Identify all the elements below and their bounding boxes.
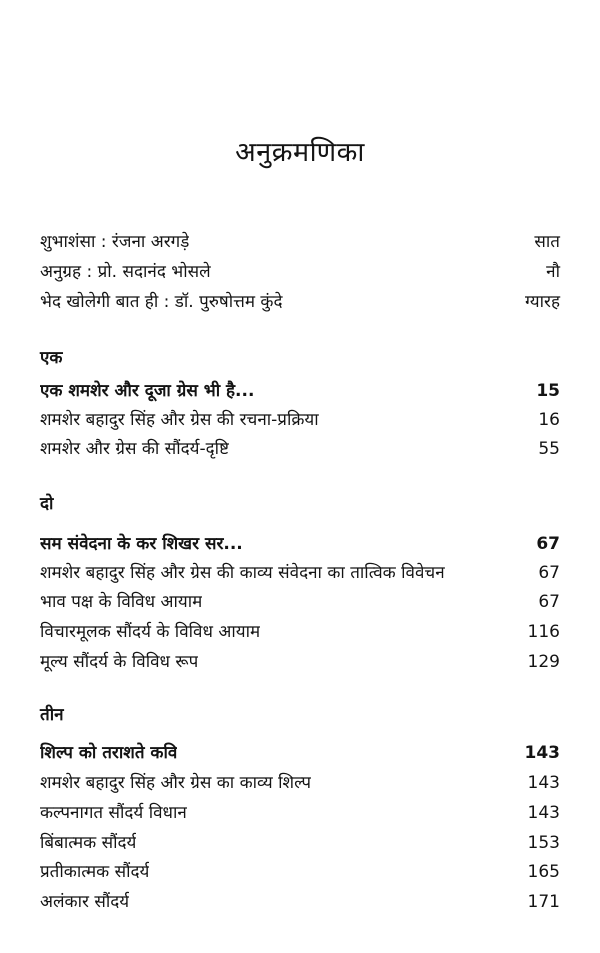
toc-entry <box>40 801 560 825</box>
toc-entry-page: 165 <box>527 862 560 882</box>
toc-entry <box>40 437 560 461</box>
toc-entry <box>40 890 560 914</box>
toc-entry-label: बिंबात्मक सौंदर्य <box>40 833 137 853</box>
toc-entry-front-2 <box>40 260 560 284</box>
toc-entry <box>40 408 560 432</box>
toc-entry-page: नौ <box>546 262 560 282</box>
toc-entry <box>40 650 560 674</box>
toc-chapter-page: 143 <box>524 743 560 763</box>
toc-entry-label: शमशेर बहादुर सिंह और ग्रेस की काव्य संवेदना का तात्विक विवेचन <box>40 563 445 583</box>
toc-entry-label: शमशेर बहादुर सिंह और ग्रेस का काव्य शिल्प <box>40 773 312 793</box>
toc-entry-label: शमशेर और ग्रेस की सौंदर्य-दृष्टि <box>40 439 230 459</box>
toc-chapter-label: सम संवेदना के कर शिखर सर... <box>40 534 243 554</box>
toc-entry-front-3 <box>40 290 560 314</box>
toc-entry-label: अनुग्रह : प्रो. सदानंद भोसले <box>40 262 211 282</box>
toc-entry-page: 116 <box>527 622 560 642</box>
toc-entry-page: 171 <box>527 892 560 912</box>
toc-entry-label: अलंकार सौंदर्य <box>40 892 130 912</box>
toc-entry-page: 67 <box>538 563 560 583</box>
toc-entry-label: मूल्य सौंदर्य के विविध रूप <box>40 652 199 672</box>
toc-entry <box>40 590 560 614</box>
toc-chapter-label: एक शमशेर और दूजा ग्रेस भी है... <box>40 381 255 401</box>
toc-entry-page: 153 <box>527 833 560 853</box>
toc-entry-label: विचारमूलक सौंदर्य के विविध आयाम <box>40 622 261 642</box>
toc-entry <box>40 860 560 884</box>
toc-entry-page: 143 <box>527 803 560 823</box>
toc-entry-page: ग्यारह <box>524 292 560 312</box>
toc-entry-label: भाव पक्ष के विविध आयाम <box>40 592 203 612</box>
toc-chapter-3 <box>40 741 560 765</box>
section-heading-3: तीन <box>40 705 64 725</box>
toc-chapter-2 <box>40 532 560 556</box>
toc-entry-label: शुभाशंसा : रंजना अरगड़े <box>40 232 190 252</box>
toc-entry <box>40 561 560 585</box>
page-title: अनुक्रमणिका <box>235 137 365 168</box>
toc-entry-page: 129 <box>527 652 560 672</box>
section-heading-2: दो <box>40 494 54 514</box>
toc-entry-front-1 <box>40 230 560 254</box>
toc-entry <box>40 831 560 855</box>
section-heading-1: एक <box>40 348 63 368</box>
toc-chapter-page: 67 <box>536 534 560 554</box>
toc-entry-page: 16 <box>538 410 560 430</box>
toc-entry-label: शमशेर बहादुर सिंह और ग्रेस की रचना-प्रक्रिया <box>40 410 319 430</box>
toc-entry-label: कल्पनागत सौंदर्य विधान <box>40 803 187 823</box>
toc-entry-label: प्रतीकात्मक सौंदर्य <box>40 862 150 882</box>
toc-chapter-1 <box>40 379 560 403</box>
toc-entry-page: सात <box>534 232 560 252</box>
toc-entry-page: 67 <box>538 592 560 612</box>
toc-chapter-label: शिल्प को तराशते कवि <box>40 743 178 763</box>
toc-entry-page: 55 <box>538 439 560 459</box>
toc-entry-page: 143 <box>527 773 560 793</box>
toc-entry <box>40 771 560 795</box>
toc-entry-label: भेद खोलेगी बात ही : डॉ. पुरुषोत्तम कुंदे <box>40 292 283 312</box>
toc-entry <box>40 620 560 644</box>
toc-chapter-page: 15 <box>536 381 560 401</box>
